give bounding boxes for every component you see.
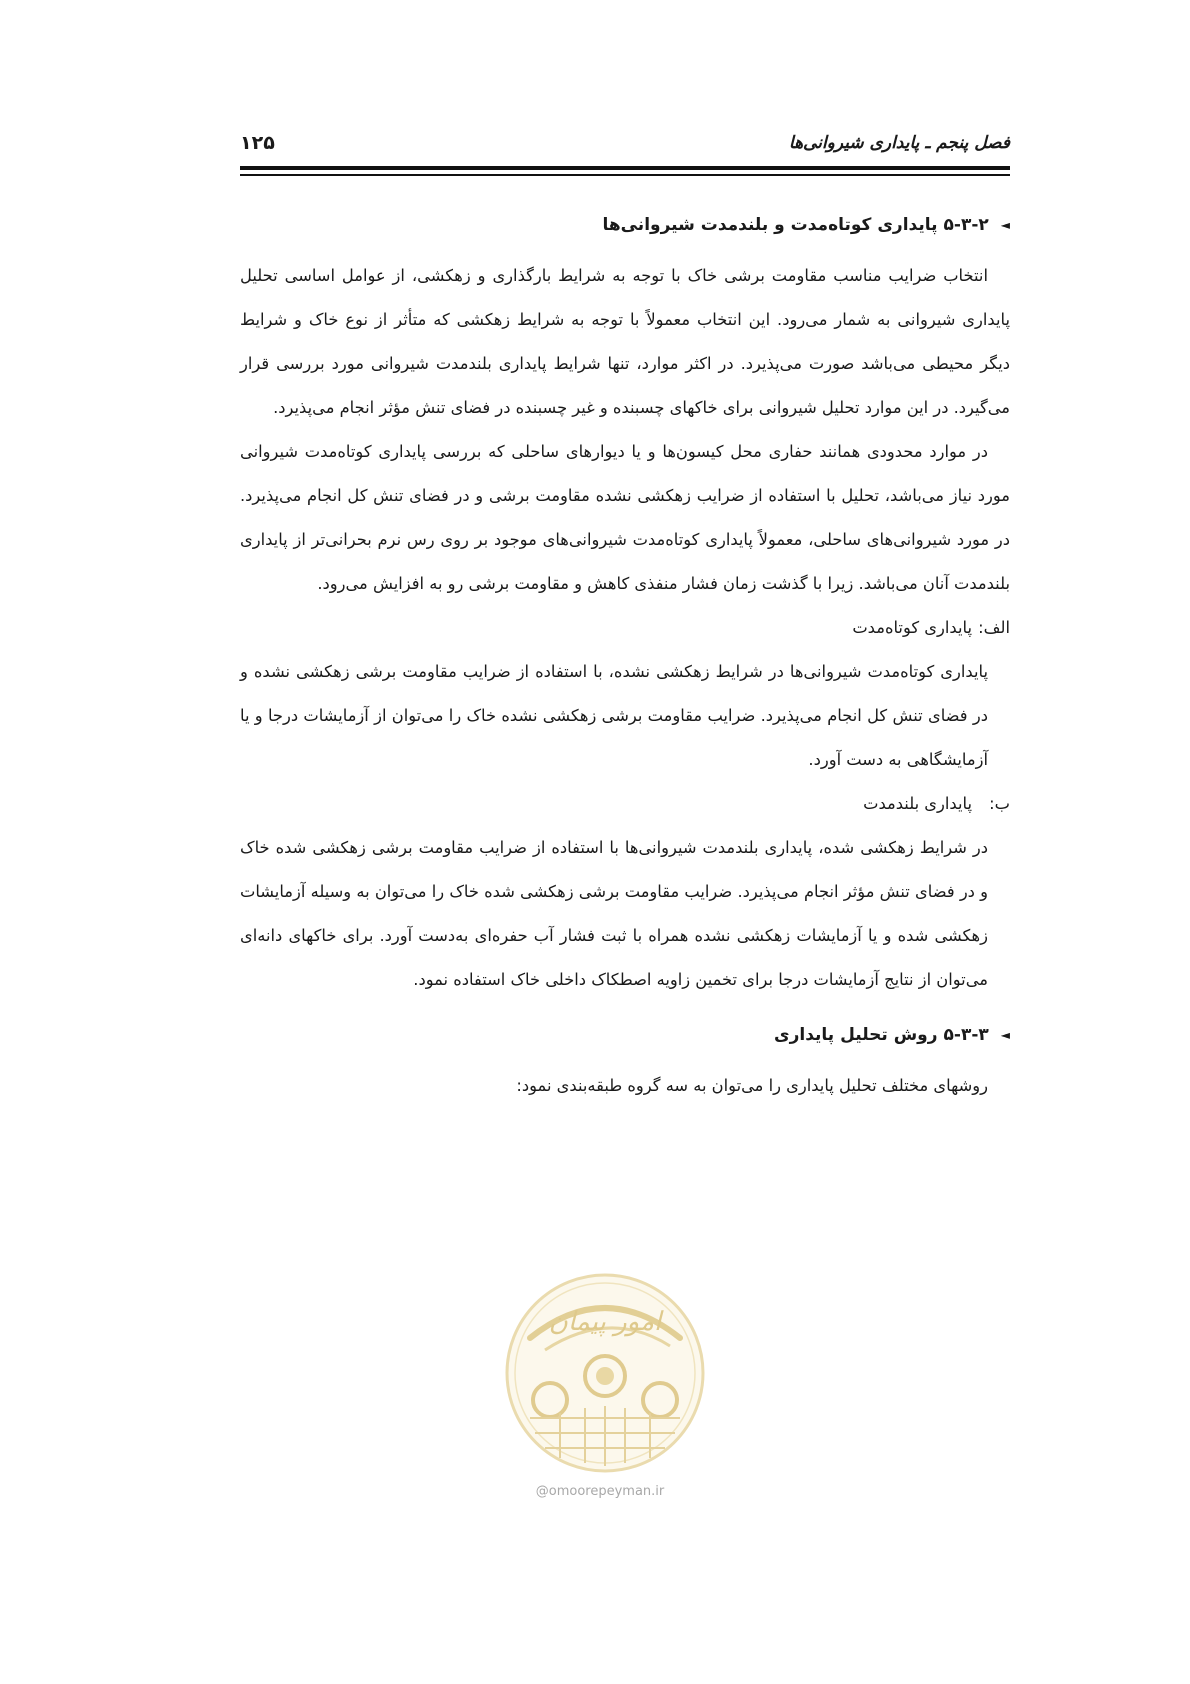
logo-lettering: امور پیمان bbox=[548, 1307, 662, 1337]
subsection-title: پایداری کوتاه‌مدت bbox=[852, 618, 972, 637]
running-title: فصل پنجم ـ پایداری شیروانی‌ها bbox=[788, 133, 1010, 153]
header-rule-thin bbox=[240, 174, 1010, 176]
section-number: ۵-۳-۲ bbox=[943, 215, 989, 235]
section-title: روش تحلیل پایداری bbox=[774, 1025, 938, 1045]
section-number: ۵-۳-۳ bbox=[943, 1025, 989, 1045]
triangle-marker-icon: ◄ bbox=[1000, 218, 1010, 232]
watermark-logo bbox=[490, 1268, 720, 1478]
subsection-letter: الف: bbox=[978, 618, 1010, 637]
subsection-title: پایداری بلندمدت bbox=[863, 794, 972, 813]
paragraph: روشهای مختلف تحلیل پایداری را می‌توان به سه گروه طبقه‌بندی نمود: bbox=[516, 1076, 988, 1095]
section-heading-5-3-3 bbox=[240, 1020, 1010, 1050]
page-content bbox=[240, 210, 1010, 1108]
triangle-marker-icon: ◄ bbox=[1000, 1028, 1010, 1042]
watermark-url: @omoorepeyman.ir bbox=[535, 1484, 665, 1499]
subsection-label-a bbox=[240, 606, 1010, 650]
subsection-letter: ب: bbox=[989, 794, 1010, 813]
section-title: پایداری کوتاه‌مدت و بلندمدت شیروانی‌ها bbox=[602, 215, 938, 235]
subsection-body: در شرایط زهکشی شده، پایداری بلندمدت شیروانی‌ها با استفاده از ضرایب مقاومت برشی زهکشی شده خاک و در فضای تنش مؤثر انجام می‌پذیرد. ضرایب مقاومت برشی زهکشی شده خاک را می‌توان به وسیله آزمایشات زهکشی شده و یا آزمایشات زهکشی نشده همراه با ثبت فشار آب حفره‌ای به‌دست آورد. برای خاکهای دانه‌ای می‌توان از نتایج آزمایشات درجا برای تخمین زاویه اصطکاک داخلی خاک استفاده نمود. bbox=[240, 838, 988, 989]
paragraph: در موارد محدودی همانند حفاری محل کیسون‌ها و یا دیوارهای ساحلی که بررسی پایداری کوتاه‌مدت شیروانی مورد نیاز می‌باشد، تحلیل با استفاده از ضرایب زهکشی نشده مقاومت برشی و در فضای تنش کل انجام می‌پذیرد. در مورد شیروانی‌های ساحلی، معمولاً پایداری کوتاه‌مدت شیروانی‌های موجود بر روی رس نرم بحرانی‌تر از پایداری بلندمدت آنان می‌باشد. زیرا با گذشت زمان فشار منفذی کاهش و مقاومت برشی رو به افزایش می‌رود. bbox=[240, 442, 1010, 593]
header-rule-thick bbox=[240, 166, 1010, 170]
paragraph: انتخاب ضرایب مناسب مقاومت برشی خاک با توجه به شرایط بارگذاری و زهکشی، از عوامل اساسی تحلیل پایداری شیروانی به شمار می‌رود. این انتخاب معمولاً با توجه به شرایط زهکشی که متأثر از نوع خاک و شرایط دیگر محیطی می‌باشد صورت می‌پذیرد. در اکثر موارد، تنها شرایط پایداری بلندمدت شیروانی مورد بررسی قرار می‌گیرد. در این موارد تحلیل شیروانی برای خاکهای چسبنده و غیر چسبنده در فضای تنش مؤثر انجام می‌پذیرد. bbox=[240, 266, 1010, 417]
subsection-label-b bbox=[240, 782, 1010, 826]
page-number: ۱۲۵ bbox=[240, 132, 275, 154]
page-header bbox=[240, 128, 1010, 158]
subsection-body: پایداری کوتاه‌مدت شیروانی‌ها در شرایط زهکشی نشده، با استفاده از ضرایب مقاومت برشی زهکشی نشده و در فضای تنش کل انجام می‌پذیرد. ضرایب مقاومت برشی زهکشی نشده خاک را می‌توان از آزمایشات درجا و یا آزمایشگاهی به دست آورد. bbox=[240, 662, 988, 769]
section-heading-5-3-2 bbox=[240, 210, 1010, 240]
